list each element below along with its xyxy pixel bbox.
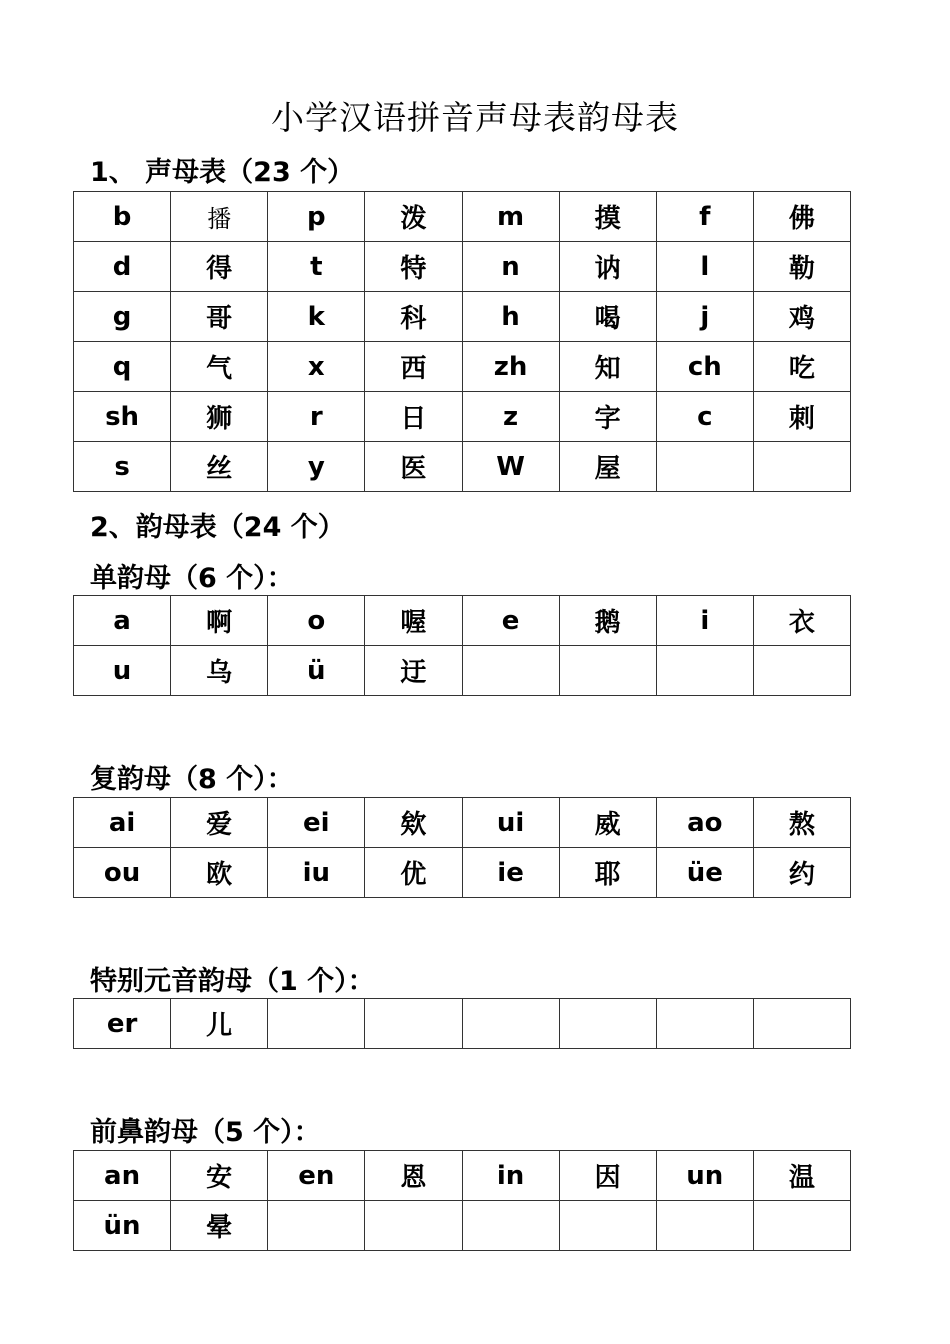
page-title: 小学汉语拼音声母表韵母表	[271, 98, 679, 137]
hanzi-cell: 哥	[171, 292, 268, 342]
hanzi-cell: 科	[365, 292, 462, 342]
hanzi-cell: 欧	[171, 848, 268, 898]
table-row	[74, 999, 851, 1049]
hanzi-cell: 字	[559, 392, 656, 442]
hanzi-cell: 喝	[559, 292, 656, 342]
hanzi-cell: 迂	[365, 646, 462, 696]
hanzi-cell	[559, 999, 656, 1049]
hanzi-cell: 耶	[559, 848, 656, 898]
dan-yunmu-table	[73, 595, 851, 696]
dan-yunmu-heading: 单韵母（6 个）：	[90, 563, 294, 594]
hanzi-cell: 衣	[753, 596, 850, 646]
pinyin-cell: r	[268, 392, 365, 442]
tebie-yunmu-table	[73, 998, 851, 1049]
shengmu-heading: 1、 声母表（23 个）	[90, 157, 355, 188]
yunmu-heading: 2、韵母表（24 个）	[90, 512, 345, 543]
pinyin-cell: ü	[268, 646, 365, 696]
pinyin-cell: iu	[268, 848, 365, 898]
pinyin-cell: ui	[462, 798, 559, 848]
table-row	[74, 342, 851, 392]
hanzi-cell: 安	[171, 1151, 268, 1201]
qianbi-yunmu-table	[73, 1150, 851, 1251]
pinyin-cell: ch	[656, 342, 753, 392]
pinyin-cell: u	[74, 646, 171, 696]
hanzi-cell: 屋	[559, 442, 656, 492]
pinyin-cell: j	[656, 292, 753, 342]
table-row	[74, 1151, 851, 1201]
hanzi-cell: 喔	[365, 596, 462, 646]
hanzi-cell	[753, 999, 850, 1049]
pinyin-cell: en	[268, 1151, 365, 1201]
pinyin-cell: l	[656, 242, 753, 292]
pinyin-cell: q	[74, 342, 171, 392]
pinyin-cell: in	[462, 1151, 559, 1201]
pinyin-cell: o	[268, 596, 365, 646]
pinyin-cell	[268, 1201, 365, 1251]
table-row	[74, 596, 851, 646]
hanzi-cell	[559, 646, 656, 696]
pinyin-cell: y	[268, 442, 365, 492]
hanzi-cell: 佛	[753, 192, 850, 242]
table-row	[74, 798, 851, 848]
hanzi-cell: 播	[171, 192, 268, 242]
hanzi-cell: 特	[365, 242, 462, 292]
pinyin-cell: a	[74, 596, 171, 646]
pinyin-cell: ou	[74, 848, 171, 898]
pinyin-cell: i	[656, 596, 753, 646]
hanzi-cell: 泼	[365, 192, 462, 242]
table-row	[74, 442, 851, 492]
hanzi-cell: 西	[365, 342, 462, 392]
pinyin-cell: c	[656, 392, 753, 442]
hanzi-cell: 威	[559, 798, 656, 848]
pinyin-cell: x	[268, 342, 365, 392]
fu-yunmu-heading: 复韵母（8 个）：	[90, 764, 294, 795]
hanzi-cell	[365, 999, 462, 1049]
hanzi-cell: 熬	[753, 798, 850, 848]
hanzi-cell: 知	[559, 342, 656, 392]
hanzi-cell: 日	[365, 392, 462, 442]
hanzi-cell	[753, 646, 850, 696]
fu-yunmu-table	[73, 797, 851, 898]
table-row	[74, 646, 851, 696]
pinyin-cell: un	[656, 1151, 753, 1201]
hanzi-cell: 晕	[171, 1201, 268, 1251]
hanzi-cell: 讷	[559, 242, 656, 292]
table-row	[74, 292, 851, 342]
hanzi-cell: 爱	[171, 798, 268, 848]
hanzi-cell: 得	[171, 242, 268, 292]
hanzi-cell: 儿	[171, 999, 268, 1049]
table-row	[74, 392, 851, 442]
hanzi-cell: 鸡	[753, 292, 850, 342]
pinyin-cell: s	[74, 442, 171, 492]
pinyin-cell: f	[656, 192, 753, 242]
hanzi-cell: 刺	[753, 392, 850, 442]
pinyin-cell: ai	[74, 798, 171, 848]
pinyin-cell: ao	[656, 798, 753, 848]
hanzi-cell: 因	[559, 1151, 656, 1201]
pinyin-cell: b	[74, 192, 171, 242]
pinyin-cell: p	[268, 192, 365, 242]
hanzi-cell: 欸	[365, 798, 462, 848]
hanzi-cell	[365, 1201, 462, 1251]
shengmu-table	[73, 191, 851, 492]
pinyin-cell: ie	[462, 848, 559, 898]
table-row	[74, 848, 851, 898]
hanzi-cell: 勒	[753, 242, 850, 292]
pinyin-cell	[656, 1201, 753, 1251]
pinyin-cell	[656, 646, 753, 696]
pinyin-cell: üe	[656, 848, 753, 898]
pinyin-cell: e	[462, 596, 559, 646]
hanzi-cell: 狮	[171, 392, 268, 442]
pinyin-cell: n	[462, 242, 559, 292]
pinyin-cell	[462, 999, 559, 1049]
table-row	[74, 1201, 851, 1251]
tebie-yunmu-heading: 特别元音韵母（1 个）：	[90, 966, 375, 997]
pinyin-cell: d	[74, 242, 171, 292]
pinyin-cell: ei	[268, 798, 365, 848]
pinyin-cell	[462, 1201, 559, 1251]
hanzi-cell: 啊	[171, 596, 268, 646]
hanzi-cell: 恩	[365, 1151, 462, 1201]
hanzi-cell: 摸	[559, 192, 656, 242]
hanzi-cell: 乌	[171, 646, 268, 696]
hanzi-cell: 气	[171, 342, 268, 392]
pinyin-cell: W	[462, 442, 559, 492]
qianbi-yunmu-heading: 前鼻韵母（5 个）：	[90, 1117, 321, 1148]
pinyin-cell: z	[462, 392, 559, 442]
hanzi-cell: 约	[753, 848, 850, 898]
hanzi-cell: 吃	[753, 342, 850, 392]
pinyin-cell: h	[462, 292, 559, 342]
pinyin-cell: g	[74, 292, 171, 342]
pinyin-cell	[656, 999, 753, 1049]
pinyin-cell: k	[268, 292, 365, 342]
hanzi-cell: 医	[365, 442, 462, 492]
pinyin-cell: zh	[462, 342, 559, 392]
table-row	[74, 192, 851, 242]
pinyin-cell: an	[74, 1151, 171, 1201]
hanzi-cell: 丝	[171, 442, 268, 492]
hanzi-cell: 优	[365, 848, 462, 898]
hanzi-cell	[753, 442, 850, 492]
hanzi-cell	[753, 1201, 850, 1251]
pinyin-cell: m	[462, 192, 559, 242]
pinyin-cell: t	[268, 242, 365, 292]
pinyin-cell	[268, 999, 365, 1049]
pinyin-cell	[462, 646, 559, 696]
hanzi-cell	[559, 1201, 656, 1251]
pinyin-cell: ün	[74, 1201, 171, 1251]
pinyin-cell	[656, 442, 753, 492]
hanzi-cell: 温	[753, 1151, 850, 1201]
table-row	[74, 242, 851, 292]
pinyin-cell: er	[74, 999, 171, 1049]
pinyin-cell: sh	[74, 392, 171, 442]
hanzi-cell: 鹅	[559, 596, 656, 646]
